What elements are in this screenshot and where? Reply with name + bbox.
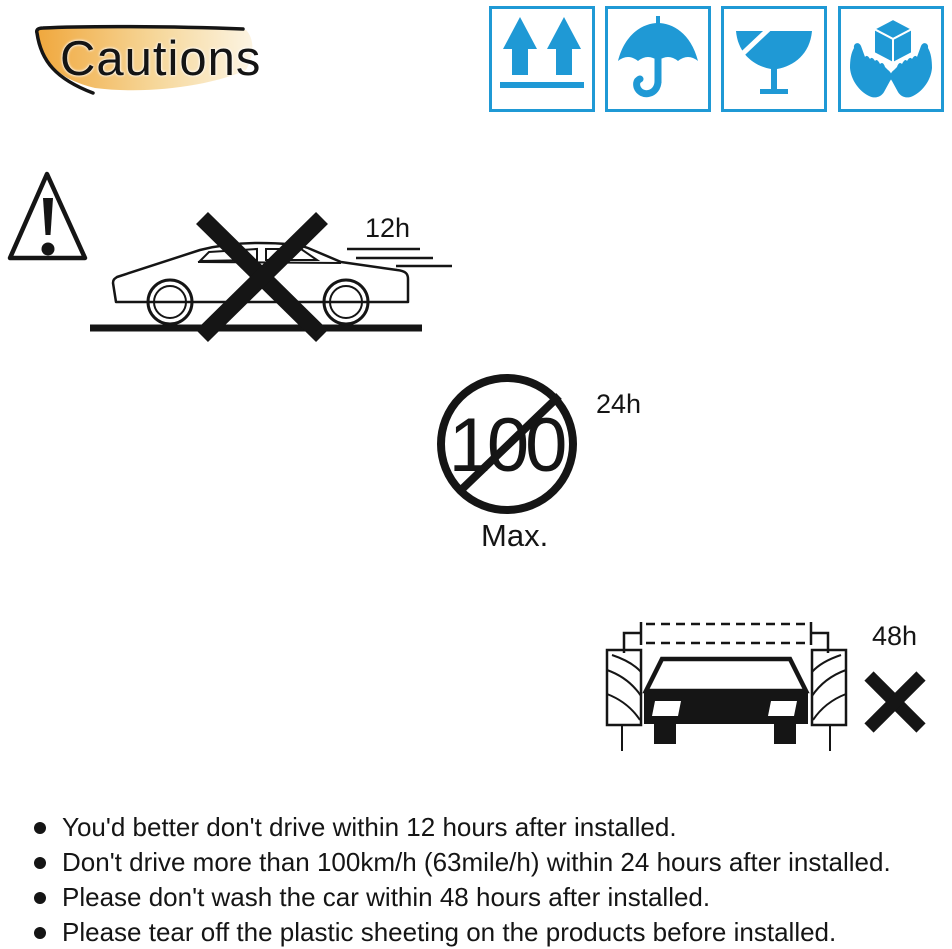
caution-notes-list bbox=[34, 810, 934, 949]
base-bar bbox=[500, 82, 584, 88]
wash-duration: 48h bbox=[872, 621, 918, 651]
right-wheel bbox=[774, 724, 796, 744]
note-text: Don't drive more than 100km/h (63mile/h) within 24 hours after installed. bbox=[62, 847, 891, 877]
list-item bbox=[34, 810, 934, 845]
car-windshield bbox=[646, 659, 806, 691]
bullet-dot-icon bbox=[34, 892, 46, 904]
up-arrow-left bbox=[503, 17, 537, 75]
list-item bbox=[34, 845, 934, 880]
cross-out-mark bbox=[869, 676, 921, 728]
speed-max-label: Max. bbox=[481, 518, 549, 553]
glass-base bbox=[760, 89, 788, 94]
right-headlight bbox=[768, 701, 797, 716]
this-way-up-icon bbox=[489, 6, 595, 112]
bullet-dot-icon bbox=[34, 927, 46, 939]
speed-duration: 24h bbox=[596, 389, 642, 419]
page-title: Cautions bbox=[60, 32, 262, 86]
left-brush-roller bbox=[607, 650, 641, 751]
this-way-up-glyph bbox=[492, 9, 592, 109]
no-driving-illustration bbox=[0, 165, 460, 345]
keep-dry-icon bbox=[605, 6, 711, 112]
left-wheel bbox=[654, 724, 676, 744]
speed-limit-value: 100 bbox=[448, 403, 564, 488]
broken-glass-glyph bbox=[724, 9, 824, 109]
cube bbox=[874, 19, 912, 63]
umbrella-handle bbox=[637, 79, 658, 94]
note-text: You'd better don't drive within 12 hours after installed. bbox=[62, 812, 677, 842]
umbrella-glyph bbox=[608, 9, 708, 109]
umbrella-canopy bbox=[618, 23, 698, 61]
note-text: Please don't wash the car within 48 hours after installed. bbox=[62, 882, 711, 912]
note-text: Please tear off the plastic sheeting on the products before installed. bbox=[62, 917, 837, 947]
warning-triangle-icon bbox=[10, 174, 85, 258]
left-headlight bbox=[652, 701, 681, 716]
speed-lines bbox=[347, 249, 452, 266]
list-item bbox=[34, 915, 934, 949]
overhead-dryer-bar bbox=[624, 622, 828, 653]
bullet-dot-icon bbox=[34, 857, 46, 869]
cross-out-mark bbox=[202, 218, 322, 336]
car-front-view bbox=[644, 659, 808, 744]
up-arrow-right bbox=[547, 17, 581, 75]
right-brush-roller bbox=[812, 650, 846, 751]
fragile-icon bbox=[721, 6, 827, 112]
list-item bbox=[34, 880, 934, 915]
bullet-dot-icon bbox=[34, 822, 46, 834]
hands-cube-glyph bbox=[841, 9, 941, 109]
handle-with-care-icon bbox=[838, 6, 944, 112]
no-drive-duration: 12h bbox=[365, 213, 411, 243]
glass-stem bbox=[771, 69, 777, 89]
